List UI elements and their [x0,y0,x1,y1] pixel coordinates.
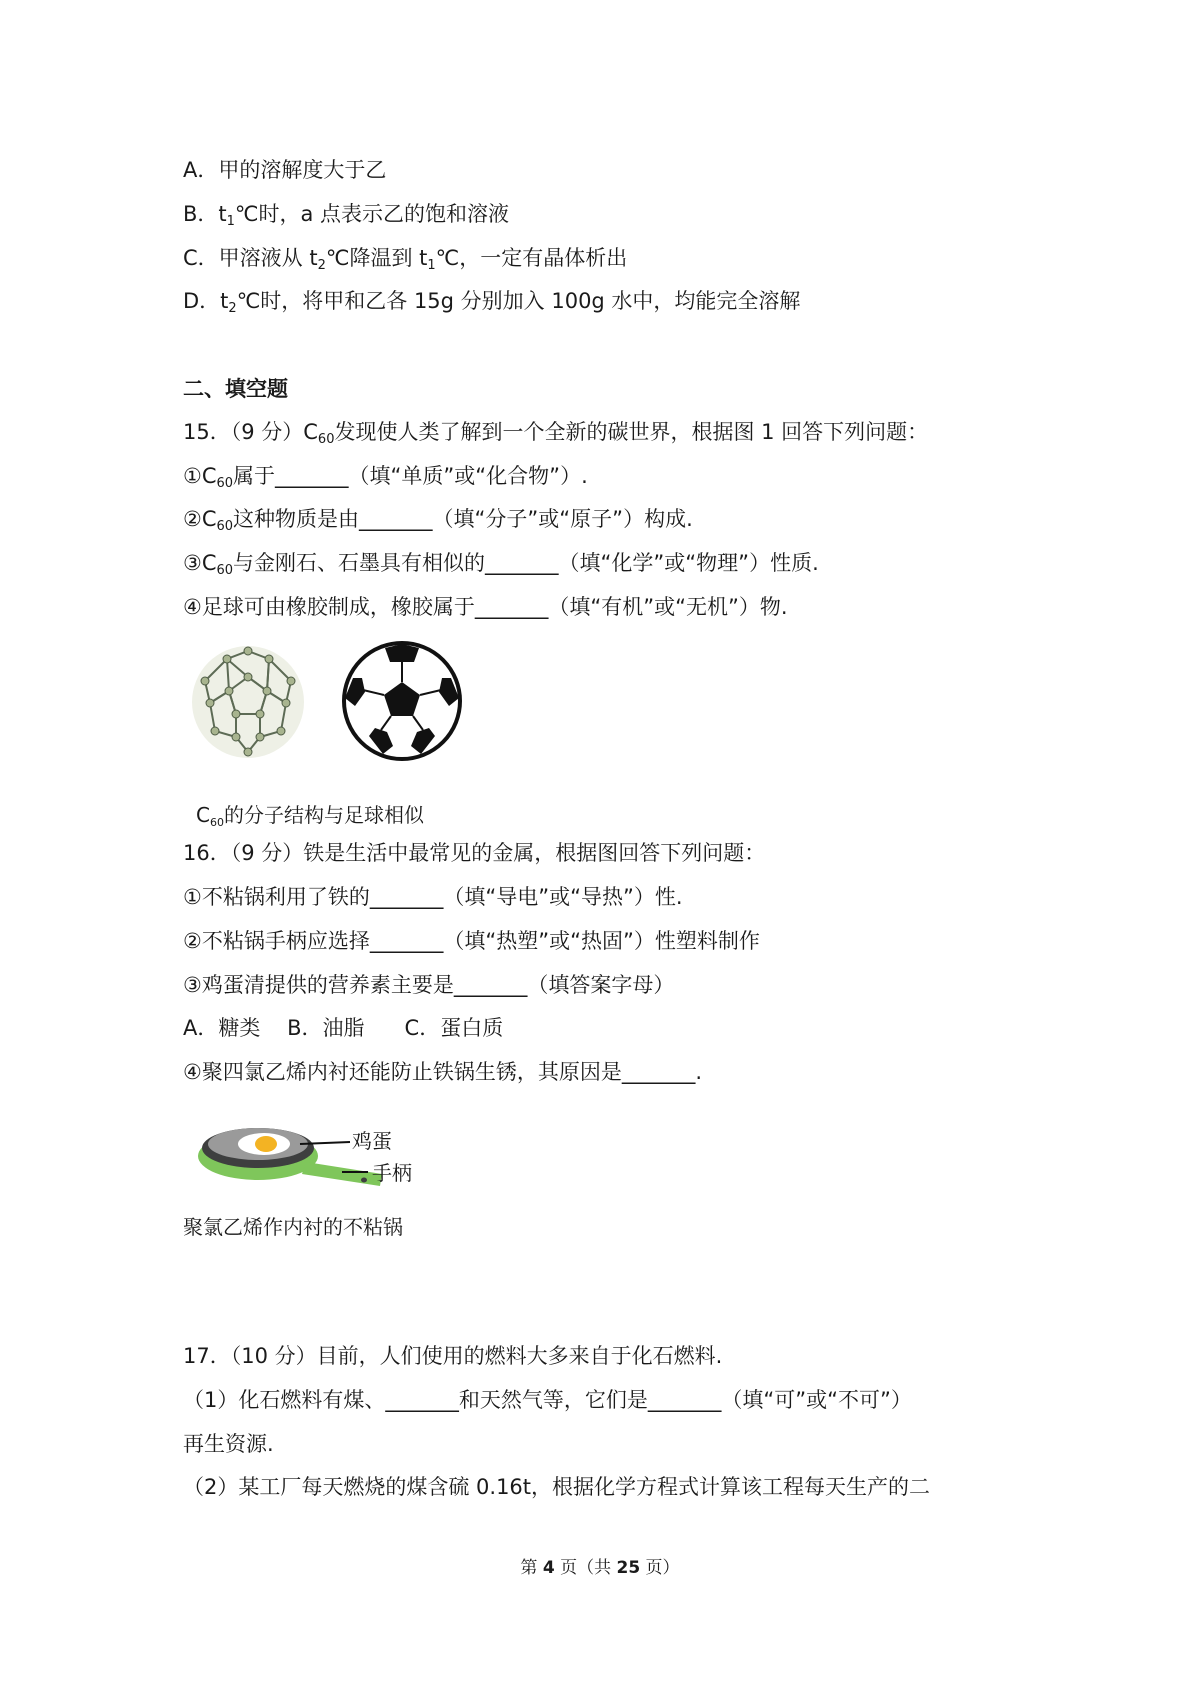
q14-option-b: B．$t_1℃$时，a 点表示乙的饱和溶液 [183,202,510,229]
q15-item-2: $②C_{60}$这种物质是由_______（填“分子”或“原子”）构成. [183,507,693,534]
q14-option-c: C．甲溶液从 $t_2℃$降温到 $t_1℃$，一定有晶体析出 [183,246,628,273]
c60-figure-caption: $C_{60}$的分子结构与足球相似 [196,803,424,829]
pan-figure-caption: 聚氯乙烯作内衬的不粘锅 [183,1215,403,1239]
q16-stem: 16．（9 分）铁是生活中最常见的金属，根据图回答下列问题： [183,841,766,865]
q17-part-1-continued: 再生资源. [183,1432,274,1456]
q16-item-1: ①不粘锅利用了铁的_______（填“导电”或“导热”）性. [183,885,683,909]
q16-options: A．糖类 B．油脂 C．蛋白质 [183,1016,504,1040]
soccer-ball-image [341,640,463,762]
q15-item-1: $①C_{60}$属于_______（填“单质”或“化合物”）. [183,464,588,491]
q14-option-a: A．甲的溶解度大于乙 [183,158,387,182]
page-footer: 第 4 页（共 25 页） [520,1558,680,1578]
q15-item-4: ④足球可由橡胶制成，橡胶属于_______（填“有机”或“无机”）物. [183,595,788,619]
q15-stem: 15．（9 分）$C_{60}$发现使人类了解到一个全新的碳世界，根据图 1 回答下列问题： [183,420,929,447]
q17-part-1: （1）化石燃料有煤、_______和天然气等，它们是_______（填“可”或“不可”） [183,1388,912,1412]
handle-label: 手柄 [372,1161,412,1185]
q14-option-d: D．$t_2℃$时，将甲和乙各 15g 分别加入 100g 水中，均能完全溶解 [183,289,801,316]
section-title: 二、填空题 [183,377,288,401]
q16-item-4: ④聚四氯乙烯内衬还能防止铁锅生锈，其原因是_______. [183,1060,702,1084]
q16-item-3: ③鸡蛋清提供的营养素主要是_______（填答案字母） [183,973,675,997]
egg-label: 鸡蛋 [352,1129,392,1153]
q17-stem: 17．（10 分）目前，人们使用的燃料大多来自于化石燃料. [183,1344,723,1368]
c60-molecule-image [183,637,313,767]
q17-part-2: （2）某工厂每天燃烧的煤含硫 0.16t，根据化学方程式计算该工程每天生产的二 [183,1475,931,1499]
q15-item-3: $③C_{60}$与金刚石、石墨具有相似的_______（填“化学”或“物理”）性质. [183,551,819,578]
q16-item-2: ②不粘锅手柄应选择_______（填“热塑”或“热固”）性塑料制作 [183,929,760,953]
